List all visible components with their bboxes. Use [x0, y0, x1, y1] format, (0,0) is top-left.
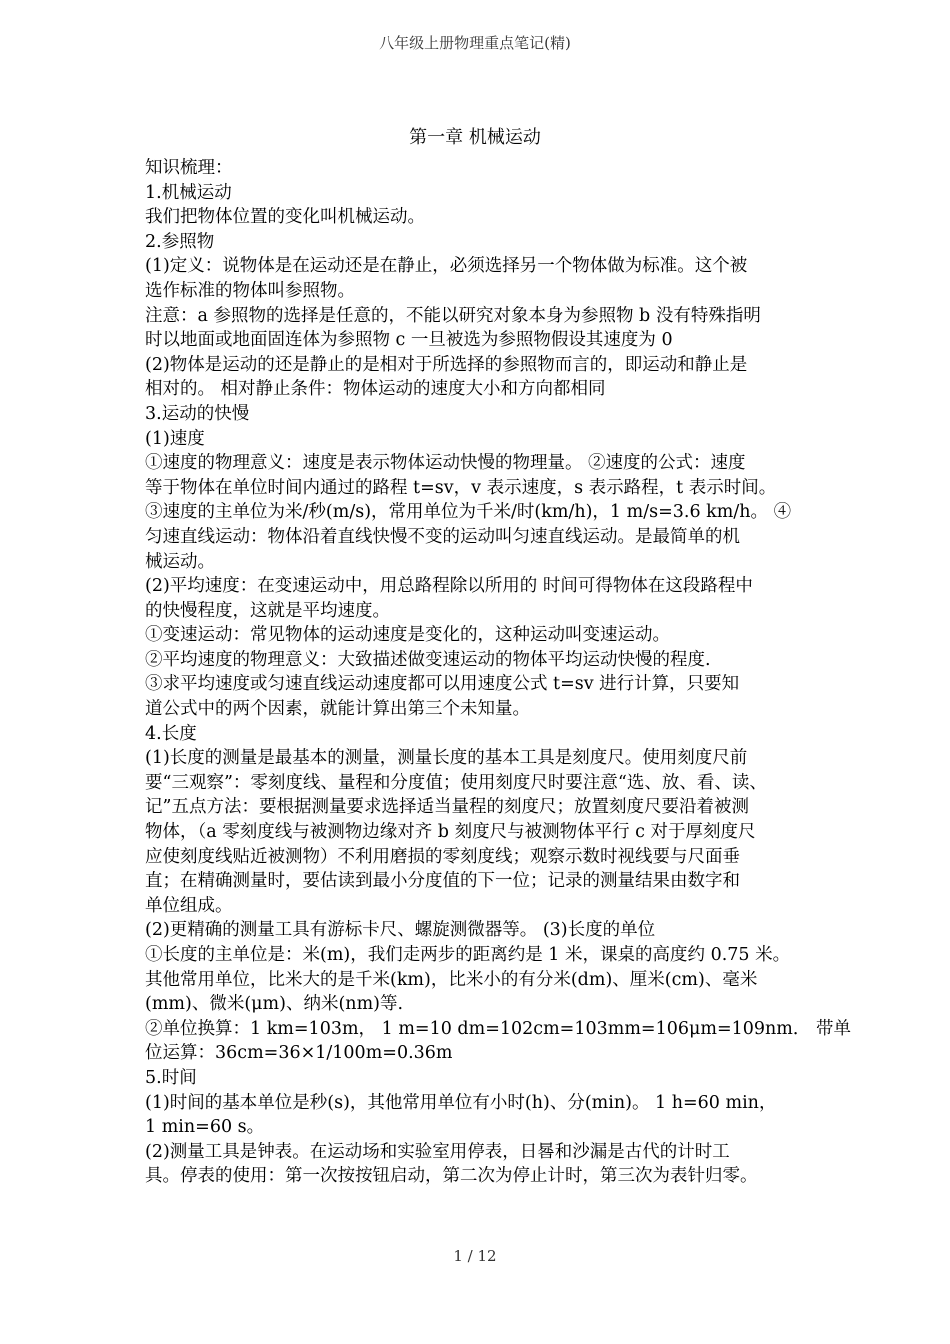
- text-line: 直；在精确测量时，要估读到最小分度值的下一位；记录的测量结果由数字和: [145, 871, 740, 892]
- text-line: 1 min=60 s。: [145, 1117, 265, 1138]
- text-line: 记”五点方法：要根据测量要求选择适当量程的刻度尺；放置刻度尺要沿着被测: [145, 797, 749, 818]
- text-line: ②平均速度的物理意义：大致描述做变速运动的物体平均运动快慢的程度.: [145, 649, 711, 670]
- text-line: 选作标准的物体叫参照物。: [145, 280, 355, 301]
- chapter-title: 第一章 机械运动: [409, 127, 541, 148]
- text-line: 知识梳理：: [145, 158, 233, 178]
- page-number: 1 / 12: [453, 1247, 497, 1265]
- text-line: 位运算：36cm=36×1/100m=0.36m: [145, 1043, 453, 1064]
- text-line: ①变速运动：常见物体的运动速度是变化的，这种运动叫变速运动。: [145, 625, 670, 646]
- text-line: 时以地面或地面固连体为参照物 c 一旦被选为参照物假设其速度为 0: [145, 330, 673, 351]
- section-heading: 1.机械运动: [145, 182, 232, 203]
- text-line: ①长度的主单位是：米(m)，我们走两步的距离约是 1 米，课桌的高度约 0.75 米。: [145, 945, 791, 965]
- text-line: ③速度的主单位为米/秒(m/s)，常用单位为千米/时(km/h)，1 m/s=3.6 km/h。 ④: [145, 502, 792, 523]
- document-body: [145, 156, 851, 1189]
- text-line: (2)测量工具是钟表。在运动场和实验室用停表，日晷和沙漏是古代的计时工: [145, 1141, 730, 1162]
- text-line: 的快慢程度，这就是平均速度。: [145, 600, 390, 621]
- text-line: 等于物体在单位时间内通过的路程 t=sv，v 表示速度，s 表示路程，t 表示时间。: [145, 477, 777, 498]
- section-heading: 3.运动的快慢: [145, 403, 250, 424]
- section-heading: 5.时间: [145, 1067, 197, 1088]
- text-line: ①速度的物理意义：速度是表示物体运动快慢的物理量。 ②速度的公式：速度: [145, 453, 746, 474]
- section-heading: 4.长度: [145, 723, 197, 744]
- page-header: 八年级上册物理重点笔记(精): [379, 34, 571, 52]
- text-line: (2)更精确的测量工具有游标卡尺、螺旋测微器等。 (3)长度的单位: [145, 920, 656, 941]
- text-line: (2)平均速度：在变速运动中，用总路程除以所用的 时间可得物体在这段路程中: [145, 576, 753, 597]
- text-line: 我们把物体位置的变化叫机械运动。: [145, 207, 425, 228]
- text-line: 相对的。 相对静止条件：物体运动的速度大小和方向都相同: [145, 379, 606, 400]
- text-line: ③求平均速度或匀速直线运动速度都可以用速度公式 t=sv 进行计算，只要知: [145, 674, 740, 695]
- text-line: 具。停表的使用：第一次按按钮启动，第二次为停止计时，第三次为表针归零。: [145, 1166, 758, 1187]
- text-line: 应使刻度线贴近被测物）不利用磨损的零刻度线；观察示数时视线要与尺面垂: [145, 846, 740, 867]
- text-line: 单位组成。: [145, 895, 233, 916]
- text-line: (1)速度: [145, 428, 205, 449]
- text-line: (1)定义：说物体是在运动还是在静止，必须选择另一个物体做为标准。这个被: [145, 256, 748, 277]
- text-line: 匀速直线运动：物体沿着直线快慢不变的运动叫匀速直线运动。是最简单的机: [145, 526, 740, 547]
- text-line: 要“三观察”：零刻度线、量程和分度值；使用刻度尺时要注意“选、放、看、读、: [145, 772, 767, 793]
- text-line: 道公式中的两个因素，就能计算出第三个未知量。: [145, 699, 530, 720]
- text-line: (1)长度的测量是最基本的测量，测量长度的基本工具是刻度尺。使用刻度尺前: [145, 748, 748, 769]
- text-line: (2)物体是运动的还是静止的是相对于所选择的参照物而言的，即运动和静止是: [145, 354, 748, 375]
- text-line: (mm)、微米(μm)、纳米(nm)等.: [145, 994, 404, 1015]
- text-line: ②单位换算：1 km=103m， 1 m=10 dm=102cm=103mm=106μm=109nm． 带单: [145, 1018, 851, 1039]
- text-line: 其他常用单位，比米大的是千米(km)，比米小的有分米(dm)、厘米(cm)、毫米: [145, 969, 758, 990]
- text-line: 械运动。: [145, 551, 215, 572]
- text-line: (1)时间的基本单位是秒(s)，其他常用单位有小时(h)、分(min)。 1 h=60 min，: [145, 1092, 777, 1113]
- text-line: 物体，（a 零刻度线与被测物边缘对齐 b 刻度尺与被测物体平行 c 对于厚刻度尺: [145, 822, 756, 843]
- section-heading: 2.参照物: [145, 231, 215, 252]
- text-line: 注意：a 参照物的选择是任意的，不能以研究对象本身为参照物 b 没有特殊指明: [145, 305, 761, 326]
